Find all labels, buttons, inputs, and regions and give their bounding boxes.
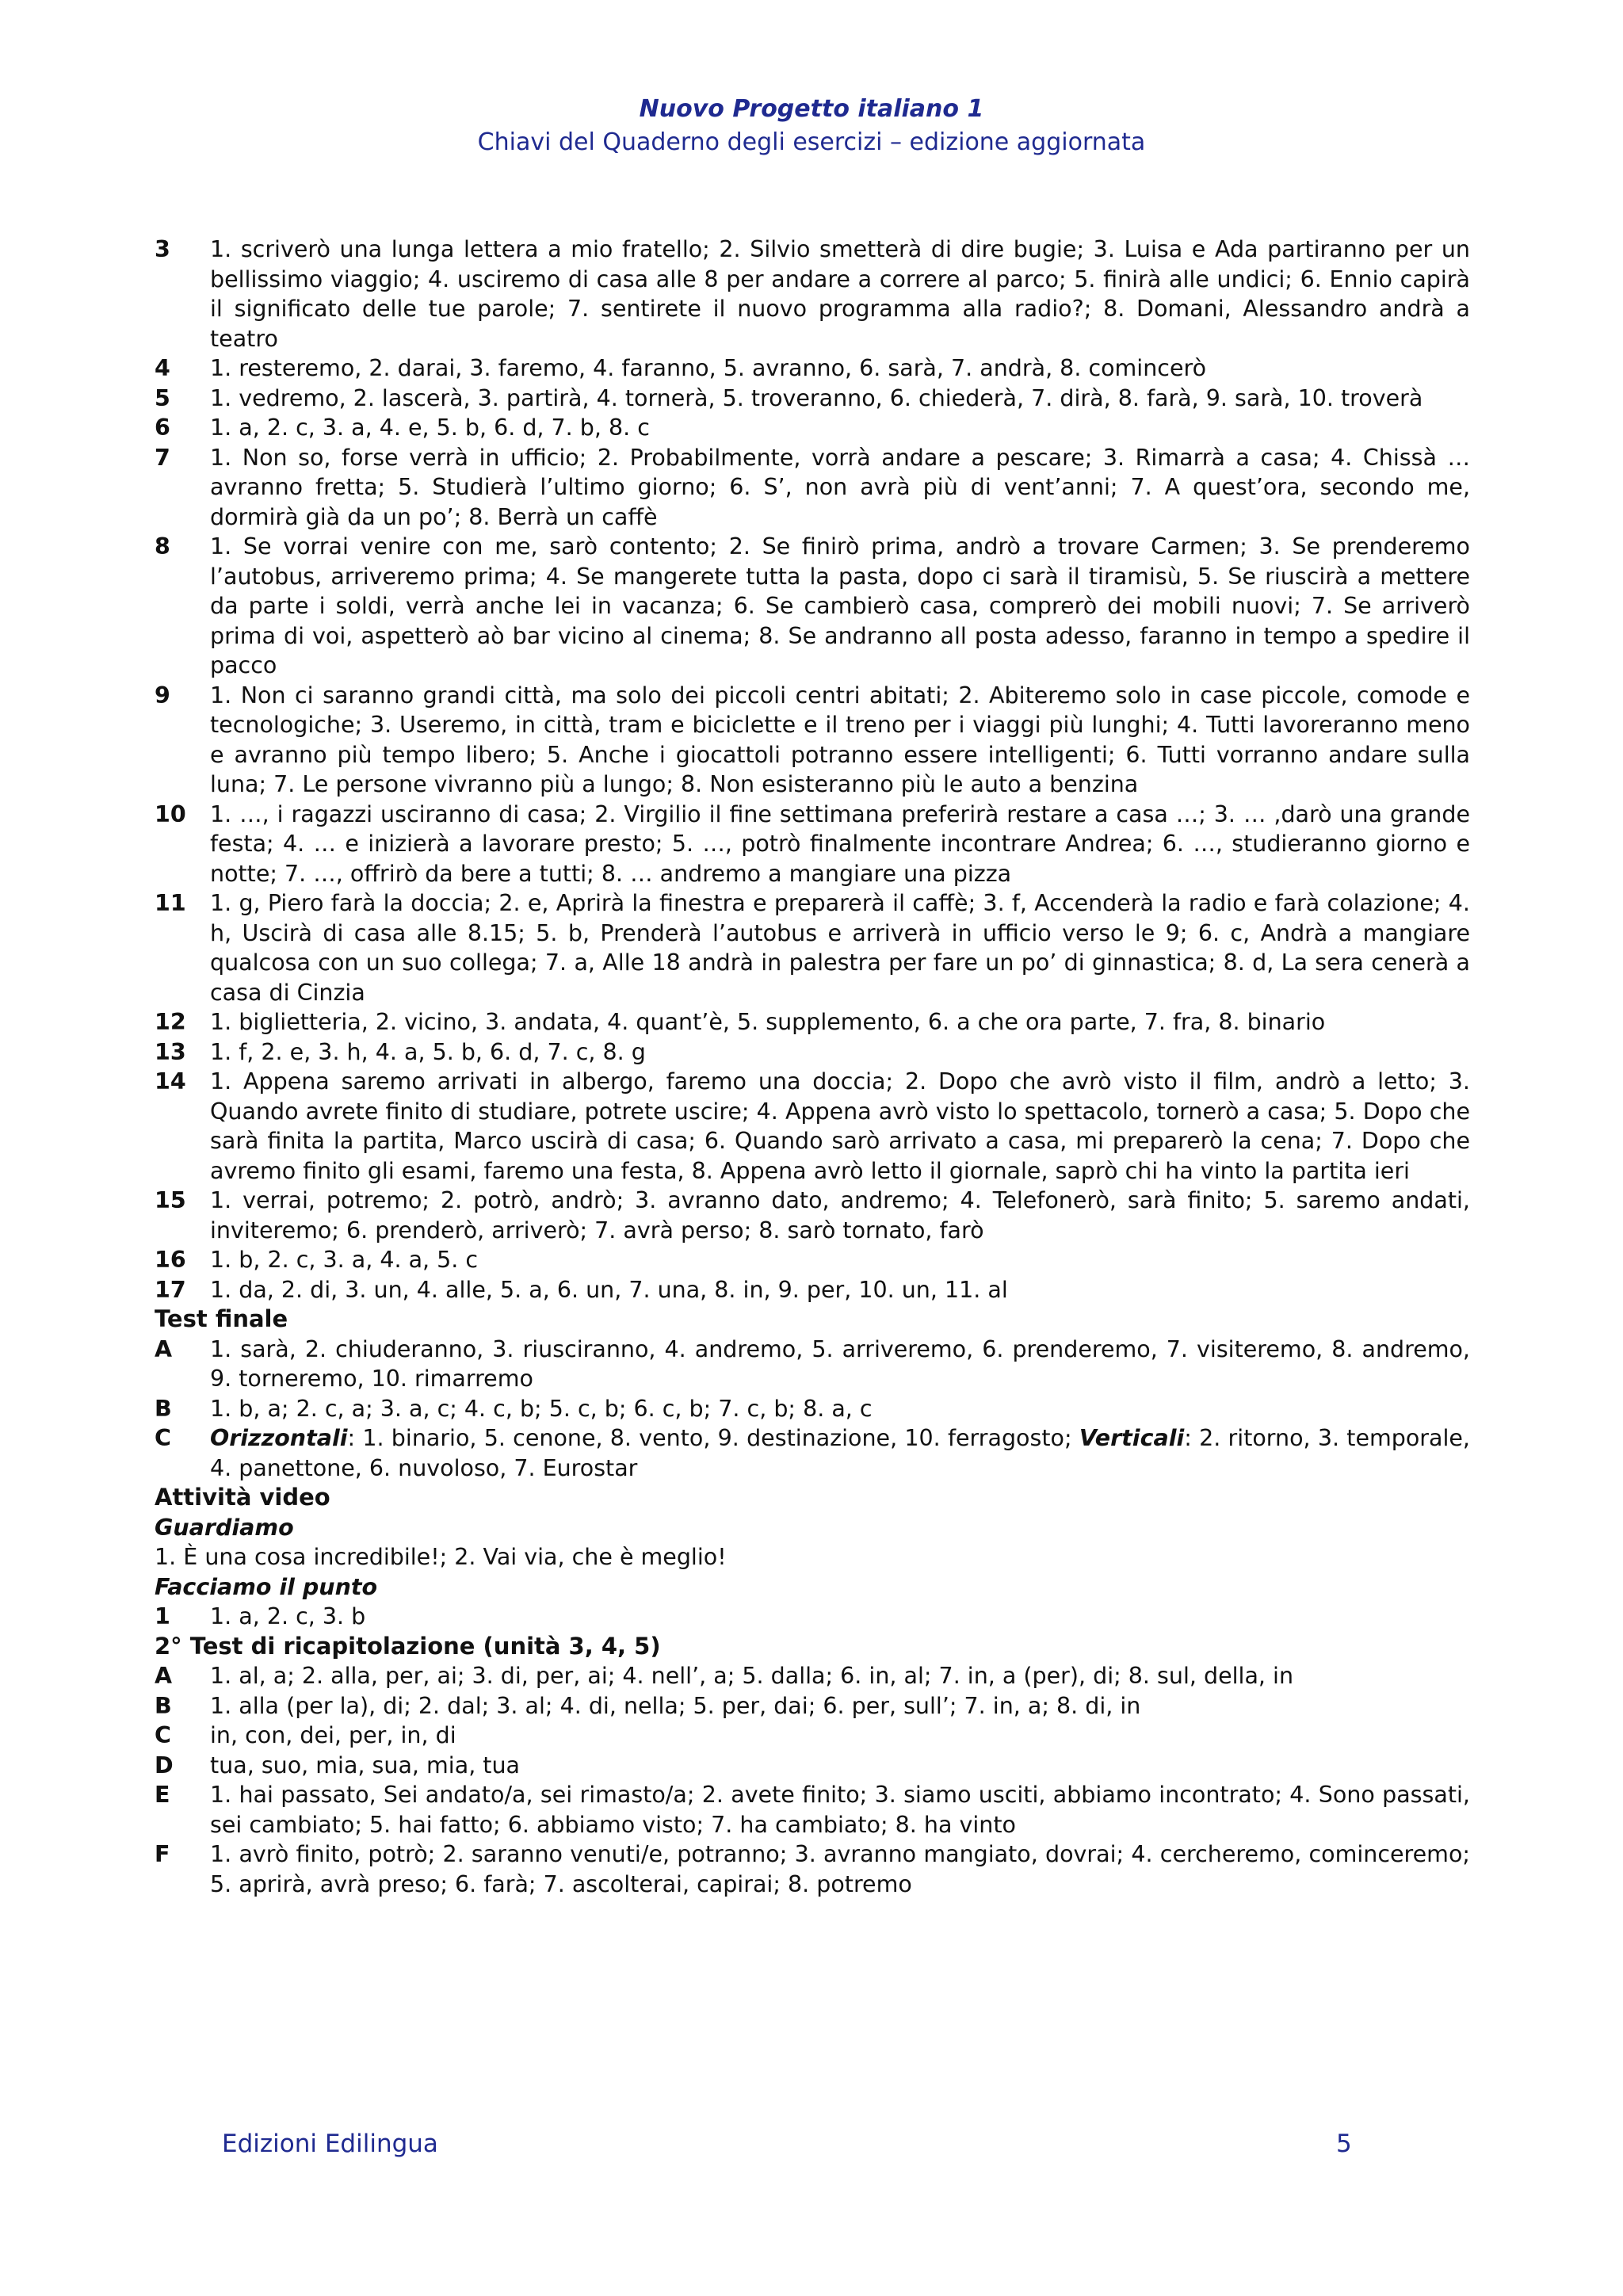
exercise-row-7	[155, 443, 1470, 533]
exercise-number: 14	[155, 1068, 186, 1095]
orizzontali-label: Orizzontali	[210, 1425, 348, 1451]
exercise-number: 10	[155, 800, 186, 827]
verticali-label: Verticali	[1079, 1425, 1185, 1451]
exercise-answers: 1. a, 2. c, 3. b	[210, 1603, 366, 1629]
exercise-number: 4	[155, 355, 170, 381]
test-finale-row-a	[155, 1335, 1470, 1394]
ricap-row-c	[155, 1721, 1470, 1751]
exercise-number: 16	[155, 1247, 186, 1273]
exercise-answers: 1. b, a; 2. c, a; 3. a, c; 4. c, b; 5. c, b; 6. c, b; 7. c, b; 8. a, c	[210, 1395, 873, 1422]
exercise-letter: E	[155, 1782, 170, 1808]
answer-key-body	[155, 235, 1470, 1899]
section-heading-test-finale: Test finale	[155, 1305, 288, 1332]
exercise-row-8	[155, 532, 1470, 681]
exercise-answers: 1. biglietteria, 2. vicino, 3. andata, 4. quant’è, 5. supplemento, 6. a che ora parte, 7. fra, 8. binario	[210, 1009, 1326, 1035]
ricap-row-f	[155, 1839, 1470, 1899]
exercise-number: 8	[155, 533, 170, 560]
exercise-number: 6	[155, 415, 170, 441]
exercise-letter: F	[155, 1841, 170, 1867]
verticali-answers: : 2. ritorno, 3. temporale, 4. panettone, 6. nuvoloso, 7. Eurostar	[210, 1425, 1470, 1481]
exercise-letter: A	[155, 1663, 173, 1689]
ricap-row-b	[155, 1691, 1470, 1721]
exercise-answers: 1. Se vorrai venire con me, sarò contento; 2. Se finirò prima, andrò a trovare Carmen; 3. Se prenderemo l’autobus, arriveremo prima; 4. Se mangerete tutta la pasta, dopo ci sarà il tiramisù, 5. Se riuscirà a mettere da parte i soldi, verrà anche lei in vacanza; 6. Se cambierò casa, comprerò dei mobili nuovi; 7. Se arriverò prima di voi, aspetterò aò bar vicino al cinema; 8. Se andranno all posta adesso, faranno in tempo a spedire il pacco	[210, 533, 1470, 678]
exercise-letter: C	[155, 1425, 171, 1451]
exercise-number: 5	[155, 384, 170, 411]
exercise-row-10	[155, 800, 1470, 889]
exercise-number: 3	[155, 236, 170, 262]
exercise-number: 9	[155, 682, 170, 709]
exercise-number: 13	[155, 1038, 186, 1065]
subsection-heading-guardiamo: Guardiamo	[155, 1514, 294, 1541]
facciamo-row-1	[155, 1602, 1470, 1632]
exercise-row-14	[155, 1067, 1470, 1186]
exercise-answers: 1. f, 2. e, 3. h, 4. a, 5. b, 6. d, 7. c, 8. g	[210, 1038, 646, 1065]
section-heading-test-ricapitolazione: 2° Test di ricapitolazione (unità 3, 4, 5)	[155, 1632, 661, 1660]
exercise-answers: 1. al, a; 2. alla, per, ai; 3. di, per, ai; 4. nell’, a; 5. dalla; 6. in, al; 7. in, a (per), di; 8. sul, della, in	[210, 1663, 1294, 1689]
exercise-letter: B	[155, 1395, 172, 1422]
exercise-number: 11	[155, 890, 186, 916]
ricap-row-e	[155, 1780, 1470, 1839]
exercise-row-11	[155, 888, 1470, 1007]
exercise-answers: tua, suo, mia, sua, mia, tua	[210, 1752, 521, 1778]
exercise-answers: 1. scriverò una lunga lettera a mio fratello; 2. Silvio smetterà di dire bugie; 3. Luisa e Ada partiranno per un bellissimo viaggio; 4. usciremo di casa alle 8 per andare a correre al parco; 5. finirà alle undici; 6. Ennio capirà il significato delle tue parole; 7. sentirete il nuovo programma alla radio?; 8. Domani, Alessandro andrà a teatro	[210, 236, 1470, 352]
exercise-answers: 1. avrò finito, potrò; 2. saranno venuti/e, potranno; 3. avranno mangiato, dovrai; 4. cercheremo, cominceremo; 5. aprirà, avrà preso; 6. farà; 7. ascolterai, capirai; 8. potremo	[210, 1841, 1470, 1897]
exercise-answers: 1. Appena saremo arrivati in albergo, faremo una doccia; 2. Dopo che avrò visto il film, andrò a letto; 3. Quando avrete finito di studiare, potrete uscire; 4. Appena avrò visto lo spettacolo, tornerò a casa; 5. Dopo che sarà finita la partita, Marco uscirà di casa; 6. Quando sarò arrivato a casa, mi preparerò la cena; 7. Dopo che avremo finito gli esami, faremo una festa, 8. Appena avrò letto il giornale, saprò chi ha vinto la partita ieri	[210, 1068, 1470, 1184]
document-subtitle: Chiavi del Quaderno degli esercizi – edizione aggiornata	[477, 128, 1146, 156]
exercise-row-5	[155, 384, 1470, 414]
exercise-number: 15	[155, 1187, 186, 1213]
exercise-number: 1	[155, 1603, 170, 1629]
document-title: Nuovo Progetto italiano 1	[639, 95, 984, 123]
exercise-letter: A	[155, 1335, 173, 1362]
exercise-row-6	[155, 413, 1470, 443]
exercise-row-9	[155, 681, 1470, 800]
exercise-answers: 1. sarà, 2. chiuderanno, 3. riusciranno, 4. andremo, 5. arriveremo, 6. prenderemo, 7. visiteremo, 8. andremo, 9. torneremo, 10. rimarremo	[210, 1335, 1470, 1392]
footer-publisher: Edizioni Edilingua	[222, 2130, 438, 2158]
ricap-row-a	[155, 1661, 1470, 1691]
test-finale-row-b	[155, 1394, 1470, 1424]
test-finale-row-c	[155, 1423, 1470, 1483]
exercise-answers: in, con, dei, per, in, di	[210, 1722, 456, 1748]
exercise-answers: 1. b, 2. c, 3. a, 4. a, 5. c	[210, 1247, 479, 1273]
section-heading-attivita-video: Attività video	[155, 1484, 330, 1511]
exercise-row-13	[155, 1037, 1470, 1068]
exercise-answers: 1. da, 2. di, 3. un, 4. alle, 5. a, 6. un, 7. una, 8. in, 9. per, 10. un, 11. al	[210, 1276, 1008, 1303]
exercise-row-3	[155, 235, 1470, 353]
exercise-answers: 1. alla (per la), di; 2. dal; 3. al; 4. di, nella; 5. per, dai; 6. per, sull’; 7. in, a; 8. di, in	[210, 1692, 1141, 1719]
exercise-row-4	[155, 353, 1470, 384]
subsection-heading-facciamo-il-punto: Facciamo il punto	[155, 1573, 378, 1600]
orizzontali-answers: : 1. binario, 5. cenone, 8. vento, 9. destinazione, 10. ferragosto;	[347, 1425, 1079, 1451]
exercise-number: 12	[155, 1009, 186, 1035]
exercise-number: 17	[155, 1276, 186, 1303]
exercise-row-12	[155, 1007, 1470, 1037]
exercise-answers: 1. a, 2. c, 3. a, 4. e, 5. b, 6. d, 7. b, 8. c	[210, 415, 650, 441]
exercise-letter: C	[155, 1722, 171, 1748]
exercise-answers: 1. Non so, forse verrà in ufficio; 2. Probabilmente, vorrà andare a pescare; 3. Rimarrà a casa; 4. Chissà … avranno fretta; 5. Studierà l’ultimo giorno; 6. S’, non avrà più di vent’anni; 7. A quest’ora, secondo me, dormirà già da un po’; 8. Berrà un caffè	[210, 444, 1470, 530]
exercise-answers: 1. vedremo, 2. lascerà, 3. partirà, 4. tornerà, 5. troveranno, 6. chiederà, 7. dirà, 8. farà, 9. sarà, 10. troverà	[210, 384, 1423, 411]
footer-page-number: 5	[1336, 2130, 1352, 2158]
guardiamo-answers: 1. È una cosa incredibile!; 2. Vai via, che è meglio!	[155, 1544, 727, 1570]
exercise-answers: 1. …, i ragazzi usciranno di casa; 2. Virgilio il fine settimana preferirà restare a casa …; 3. … ,darò una grande festa; 4. … e inizierà a lavorare presto; 5. …, potrò finalmente incontrare Andrea; 6. …, studieranno giorno e notte; 7. …, offrirò da bere a tutti; 8. … andremo a mangiare una pizza	[210, 800, 1470, 887]
exercise-row-15	[155, 1186, 1470, 1245]
exercise-row-16	[155, 1245, 1470, 1275]
exercise-number: 7	[155, 444, 170, 471]
exercise-answers: 1. Non ci saranno grandi città, ma solo dei piccoli centri abitati; 2. Abiteremo solo in case piccole, comode e tecnologiche; 3. Useremo, in città, tram e biciclette e il treno per i viaggi più lunghi; 4. Tutti lavoreranno meno e avranno più tempo libero; 5. Anche i giocattoli potranno essere intelligenti; 6. Tutti vorranno andare sulla luna; 7. Le persone vivranno più a lungo; 8. Non esisteranno più le auto a benzina	[210, 682, 1470, 797]
exercise-letter: B	[155, 1692, 172, 1719]
exercise-answers: 1. g, Piero farà la doccia; 2. e, Aprirà la finestra e preparerà il caffè; 3. f, Accenderà la radio e farà colazione; 4. h, Uscirà di casa alle 8.15; 5. b, Prenderà l’autobus e arriverà in ufficio verso le 9; 6. c, Andrà a mangiare qualcosa con un suo collega; 7. a, Alle 18 andrà in palestra per fare un po’ di ginnastica; 8. d, La sera cenerà a casa di Cinzia	[210, 890, 1470, 1006]
ricap-row-d	[155, 1751, 1470, 1781]
exercise-letter: D	[155, 1752, 174, 1778]
exercise-answers: 1. resteremo, 2. darai, 3. faremo, 4. faranno, 5. avranno, 6. sarà, 7. andrà, 8. comincerò	[210, 355, 1207, 381]
exercise-answers: 1. verrai, potremo; 2. potrò, andrò; 3. avranno dato, andremo; 4. Telefonerò, sarà finito; 5. saremo andati, inviteremo; 6. prenderò, arriverò; 7. avrà perso; 8. sarò tornato, farò	[210, 1187, 1470, 1244]
crossword-answers	[210, 1423, 1470, 1483]
exercise-answers: 1. hai passato, Sei andato/a, sei rimasto/a; 2. avete finito; 3. siamo usciti, abbiamo incontrato; 4. Sono passati, sei cambiato; 5. hai fatto; 6. abbiamo visto; 7. ha cambiato; 8. ha vinto	[210, 1782, 1470, 1838]
exercise-row-17	[155, 1275, 1470, 1305]
